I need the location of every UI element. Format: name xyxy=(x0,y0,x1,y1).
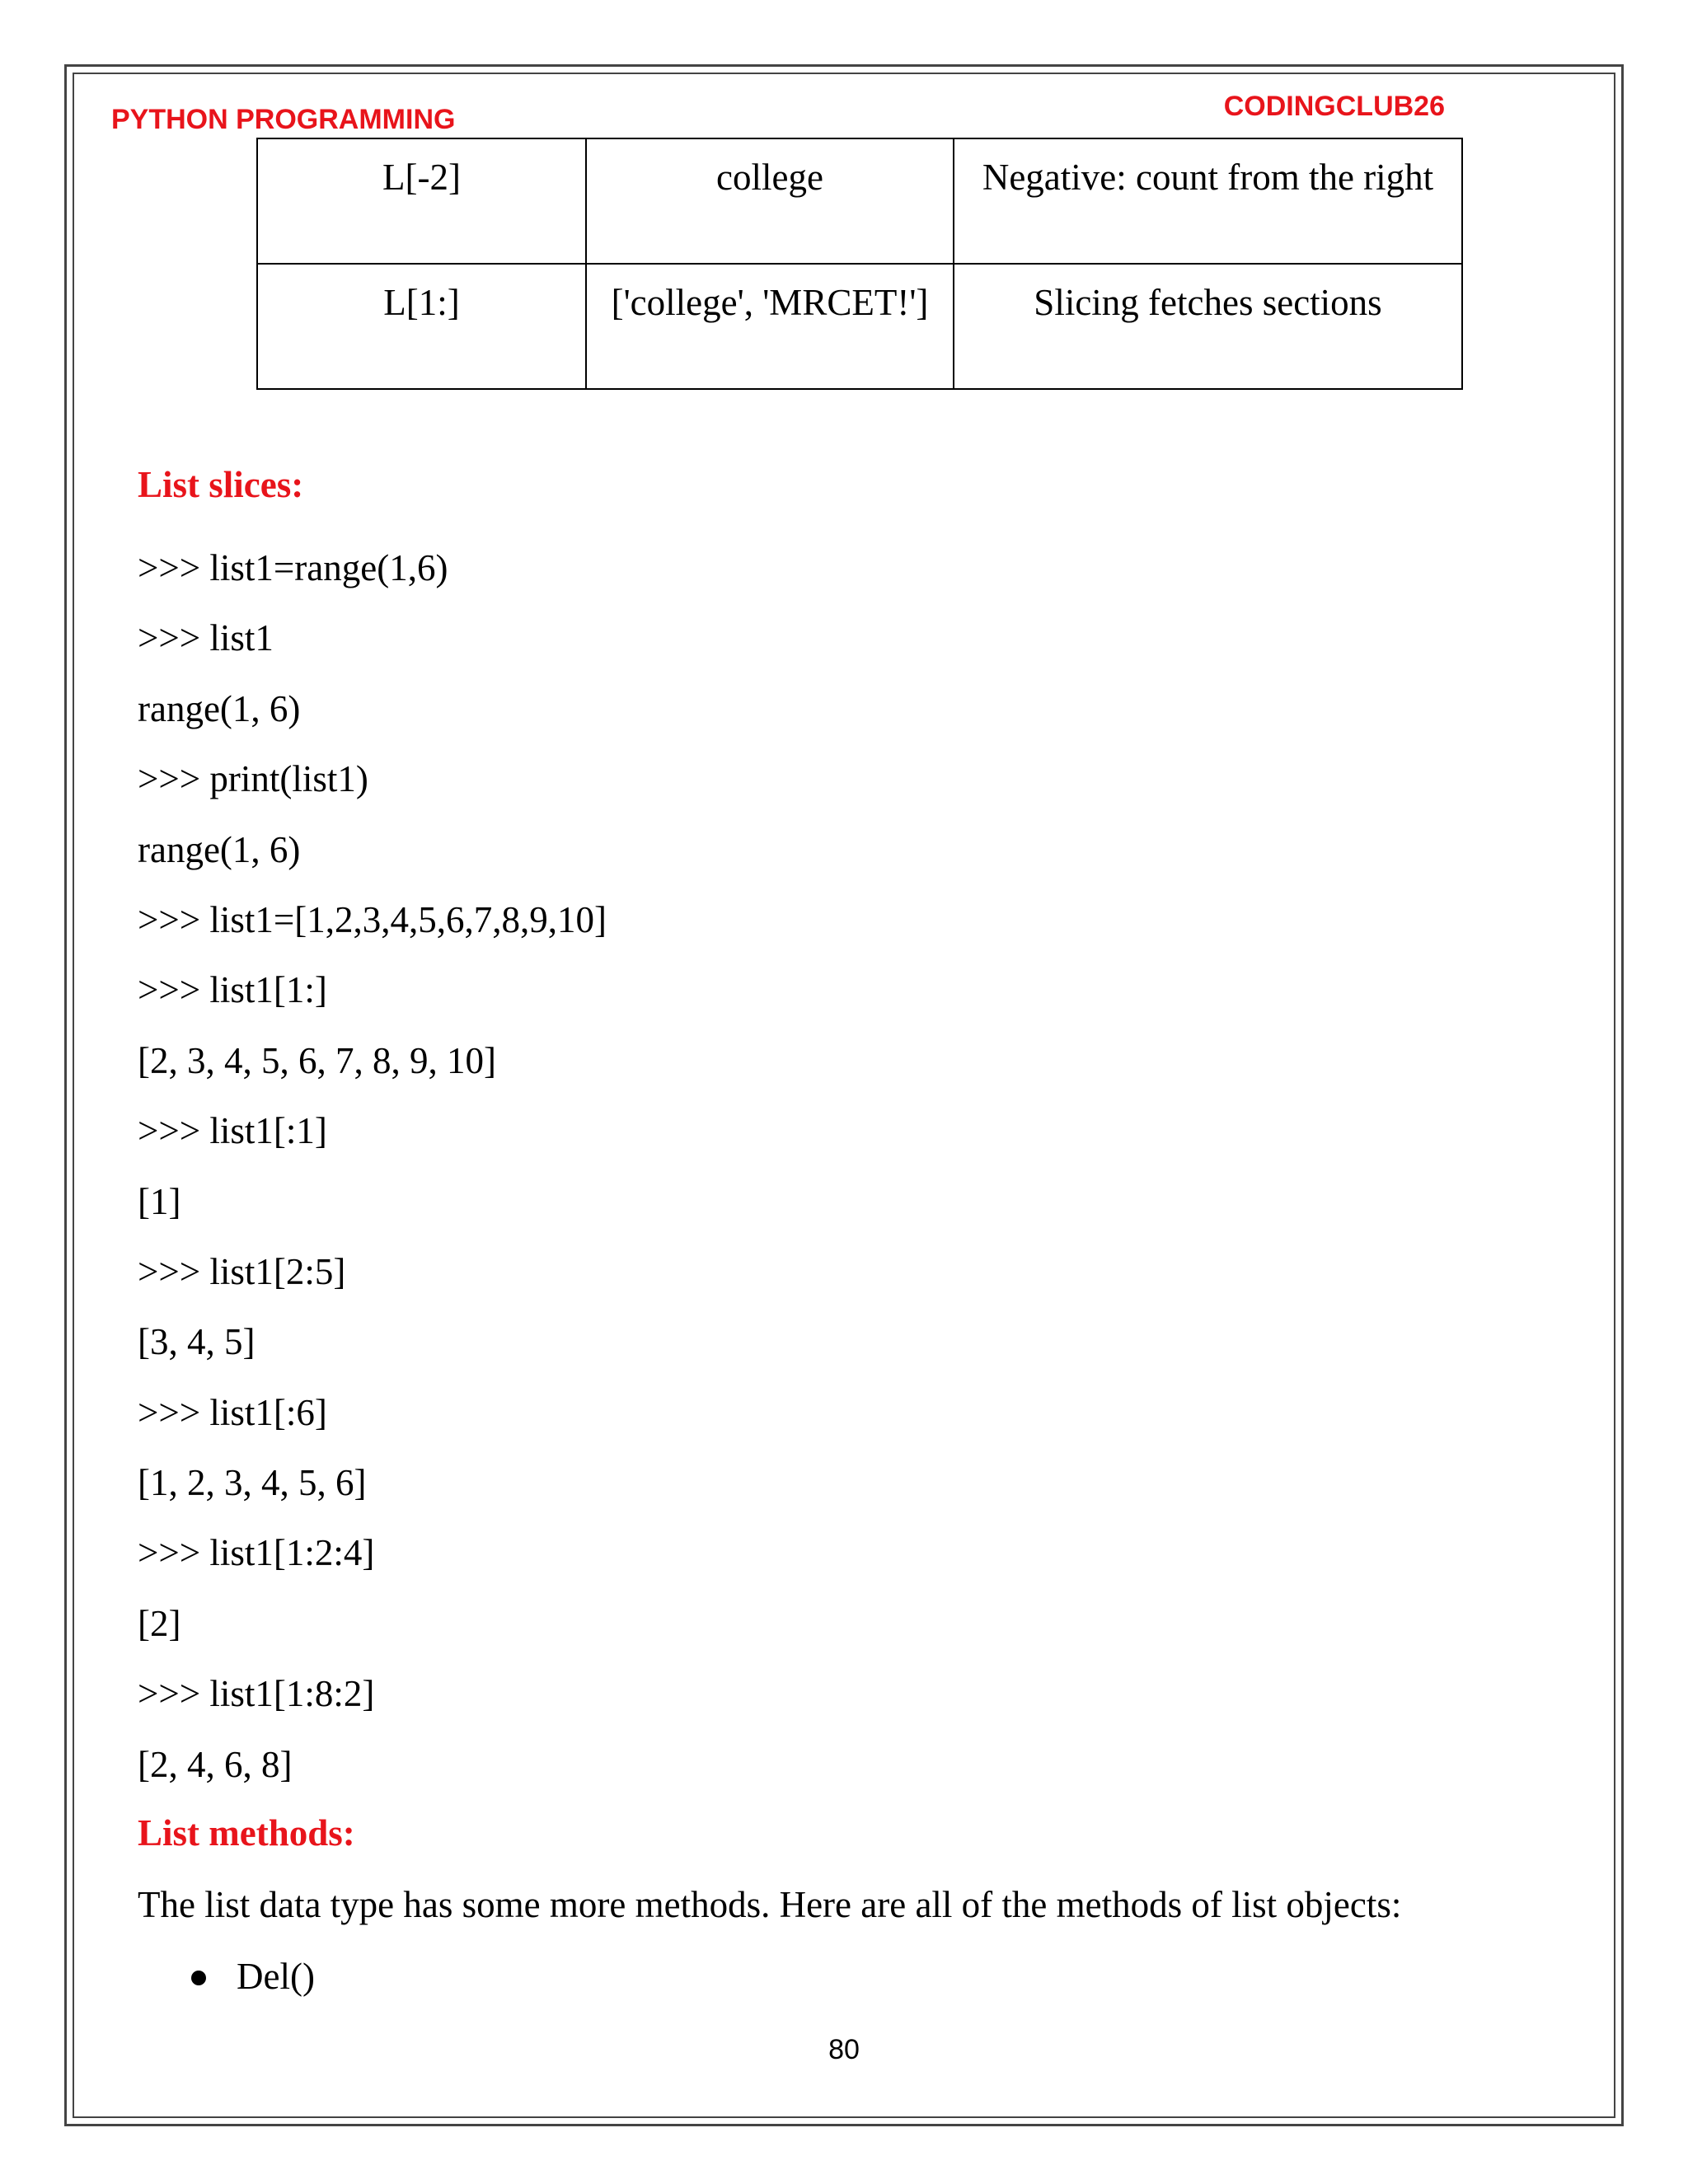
code-line: range(1, 6) xyxy=(138,687,301,729)
code-line: >>> list1[2:5] xyxy=(138,1250,346,1292)
code-line: >>> list1[1:] xyxy=(138,969,327,1011)
table-cell-description: Slicing fetches sections xyxy=(954,264,1462,389)
code-line: [2, 3, 4, 5, 6, 7, 8, 9, 10] xyxy=(138,1039,496,1081)
list-methods-intro: The list data type has some more methods. Here are all of the methods of list objects: xyxy=(138,1884,1402,1925)
code-line: [2, 4, 6, 8] xyxy=(138,1743,293,1785)
code-line: [1] xyxy=(138,1180,181,1222)
table-row xyxy=(257,264,1462,389)
table-cell-expression: L[1:] xyxy=(257,264,586,389)
bullet-icon xyxy=(191,1971,206,1985)
code-line: >>> list1=[1,2,3,4,5,6,7,8,9,10] xyxy=(138,898,607,940)
code-line: >>> list1[1:2:4] xyxy=(138,1532,375,1574)
table-cell-result: ['college', 'MRCET!'] xyxy=(586,264,954,389)
code-line: >>> list1 xyxy=(138,617,274,659)
page-number: 80 xyxy=(828,2034,860,2065)
table-cell-description: Negative: count from the right xyxy=(954,138,1462,264)
code-line: >>> list1[1:8:2] xyxy=(138,1673,375,1715)
code-line: >>> print(list1) xyxy=(138,758,368,800)
code-line: [1, 2, 3, 4, 5, 6] xyxy=(138,1462,367,1504)
code-line: >>> list1[:6] xyxy=(138,1391,327,1433)
list-method-item: Del() xyxy=(237,1956,315,1997)
table-row xyxy=(257,138,1462,264)
header-right-title: CODINGCLUB26 xyxy=(1223,91,1445,122)
index-table xyxy=(256,138,1463,390)
code-line: >>> list1[:1] xyxy=(138,1110,327,1152)
code-line: >>> list1=range(1,6) xyxy=(138,547,448,588)
header-left-title: PYTHON PROGRAMMING xyxy=(111,104,456,135)
list-slices-code xyxy=(138,544,607,1811)
code-line: range(1, 6) xyxy=(138,828,301,870)
list-methods-heading: List methods: xyxy=(138,1812,355,1854)
table-cell-expression: L[-2] xyxy=(257,138,586,264)
table-cell-result: college xyxy=(586,138,954,264)
code-line: [2] xyxy=(138,1602,181,1644)
code-line: [3, 4, 5] xyxy=(138,1321,256,1363)
list-slices-heading: List slices: xyxy=(138,464,304,505)
